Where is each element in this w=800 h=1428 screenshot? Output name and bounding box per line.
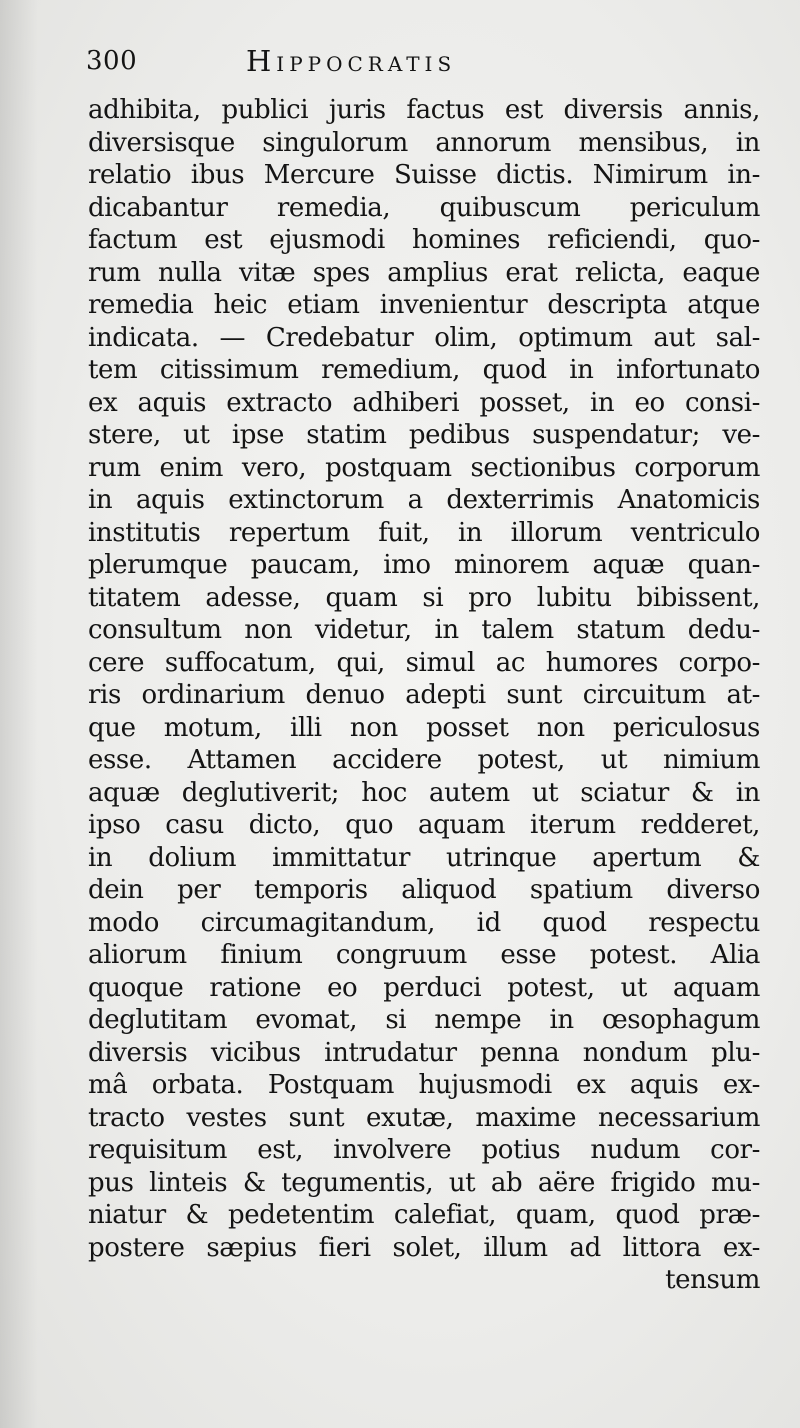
text-line: stere, ut ipse statim pedibus suspendatur; ve-	[88, 420, 760, 450]
text-line: dicabantur remedia, quibuscum periculum	[88, 192, 760, 223]
text-line: que motum, illi non posset non periculosus	[88, 712, 760, 743]
text-line: in dolium immittatur utrinque apertum &	[88, 842, 760, 873]
body-text	[88, 94, 760, 1297]
text-line: indicata. — Credebatur olim, optimum aut sal-	[88, 322, 760, 353]
text-line: aquæ deglutiverit; hoc autem ut sciatur & in	[88, 777, 760, 808]
text-line: factum est ejusmodi homines reficiendi, quo-	[88, 225, 760, 255]
gutter-shadow	[0, 0, 38, 1428]
text-line: postere sæpius fieri solet, illum ad littora ex-	[88, 1232, 760, 1263]
text-line: mâ orbata. Postquam hujusmodi ex aquis ex-	[88, 1070, 760, 1100]
text-line: niatur & pedetentim calefiat, quam, quod præ-	[88, 1200, 760, 1230]
text-line: consultum non videtur, in talem statum dedu-	[88, 615, 760, 645]
text-line: diversisque singulorum annorum mensibus, in	[88, 127, 760, 158]
text-line: remedia heic etiam invenientur descripta atque	[88, 290, 760, 320]
text-line: institutis repertum fuit, in illorum ventriculo	[88, 517, 760, 548]
text-line: tracto vestes sunt exutæ, maxime necessarium	[88, 1102, 760, 1133]
text-line: modo circumagitandum, id quod respectu	[88, 907, 760, 938]
text-line: adhibita, publici juris factus est diversis annis,	[88, 95, 760, 125]
text-line: rum enim vero, postquam sectionibus corporum	[88, 452, 760, 483]
text-line: pus linteis & tegumentis, ut ab aëre frigido mu-	[88, 1167, 760, 1198]
text-line: relatio ibus Mercure Suisse dictis. Nimirum in-	[88, 160, 760, 190]
text-line: aliorum finium congruum esse potest. Alia	[88, 940, 760, 970]
text-line: requisitum est, involvere potius nudum cor-	[88, 1135, 760, 1165]
text-line: quoque ratione eo perduci potest, ut aquam	[88, 972, 760, 1003]
page-header	[86, 40, 766, 80]
text-line: deglutitam evomat, si nempe in œsophagum	[88, 1005, 760, 1035]
page-number: 300	[86, 46, 138, 76]
text-line: ex aquis extracto adhiberi posset, in eo consi-	[88, 387, 760, 418]
running-head: Hippocratis	[246, 44, 457, 78]
text-line: ipso casu dicto, quo aquam iterum redderet,	[88, 810, 760, 840]
text-line: plerumque paucam, imo minorem aquæ quan-	[88, 550, 760, 580]
text-line: rum nulla vitæ spes amplius erat relicta, eaque	[88, 257, 760, 288]
catchword: tensum	[665, 1265, 760, 1295]
text-line: in aquis extinctorum a dexterrimis Anatomicis	[88, 485, 760, 515]
text-line: cere suffocatum, qui, simul ac humores corpo-	[88, 647, 760, 678]
text-line: dein per temporis aliquod spatium diverso	[88, 875, 760, 905]
text-line: diversis vicibus intrudatur penna nondum plu-	[88, 1037, 760, 1068]
text-line: titatem adesse, quam si pro lubitu bibissent,	[88, 582, 760, 613]
text-line: tem citissimum remedium, quod in infortunato	[88, 355, 760, 385]
text-line: esse. Attamen accidere potest, ut nimium	[88, 745, 760, 775]
text-line: ris ordinarium denuo adepti sunt circuitum at-	[88, 680, 760, 710]
